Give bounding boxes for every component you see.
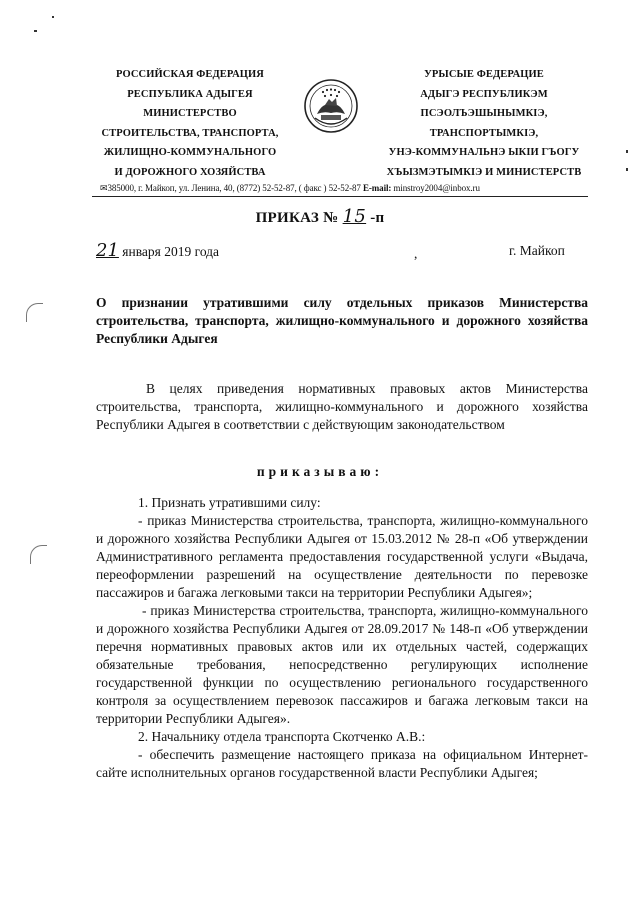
body-item-1: 1. Признать утратившими силу: (138, 495, 321, 510)
header-left-line: РОССИЙСКАЯ ФЕДЕРАЦИЯ (116, 69, 264, 80)
header-left-line: И ДОРОЖНОГО ХОЗЯЙСТВА (114, 166, 266, 178)
header-divider (92, 196, 588, 197)
order-preamble: В целях приведения нормативных правовых актов Министерства строительства, транспорта, жилищно-коммунального и дорожного хозяйства Республики Адыгея в соответствии с действующим законодательством (96, 381, 588, 432)
email-label: E-mail: (362, 183, 392, 193)
order-date-rest: января 2019 года (122, 244, 220, 259)
scan-speck (626, 150, 628, 153)
envelope-icon: ✉ (100, 183, 108, 193)
order-title-prefix: ПРИКАЗ № (255, 210, 339, 226)
order-number: 15 (342, 206, 367, 227)
order-verb: приказываю: (256, 464, 384, 479)
contact-text: 385000, г. Майкоп, ул. Ленина, 40, (8772) 52-52-87, ( факс ) 52-52-87 (107, 183, 361, 193)
order-date-day: 21 (96, 240, 119, 261)
scan-speck (52, 16, 54, 18)
scan-speck (626, 168, 628, 171)
order-body (96, 494, 588, 782)
header-right-line: УНЭ-КОММУНАЛЬНЭ ЫКIИ ГЪОГУ (388, 147, 580, 158)
coat-of-arms-icon (303, 78, 359, 134)
margin-mark (30, 545, 47, 564)
header-right-block (360, 65, 608, 182)
contact-line (100, 183, 600, 194)
header-left-block (70, 65, 310, 182)
body-item-1-a: - приказ Министерства строительства, транспорта, жилищно-коммунального и дорожного хозяйства Республики Адыгея от 15.03.2012 № 28-п «Об утверждении Административного регламента предоставления государственной услуги «Выдача, переоформлении разрешений на осуществление деятельности по перевозке пассажиров и багажа легковыми такси на территории Республики Адыгея»; (96, 513, 588, 600)
header-left-line: МИНИСТЕРСТВО (143, 108, 237, 119)
order-date (96, 240, 418, 261)
order-place: г. Майкоп (509, 243, 565, 258)
header-right-line: ТРАНСПОРТЫМКIЭ, (429, 127, 539, 139)
margin-mark (26, 303, 43, 322)
header-right-line: УРЫСЫЕ ФЕДЕРАЦИЕ (424, 69, 544, 80)
header-right-line: ХЪЫЗМЭТЫМКIЭ И МИНИСТЕРСТВ (386, 166, 582, 178)
body-item-2-a: - обеспечить размещение настоящего приказа на официальном Интернет-сайте исполнительных органов государственной власти Республики Адыгея; (96, 747, 588, 780)
scan-speck (34, 30, 37, 32)
order-subject: О признании утратившими силу отдельных приказов Министерства строительства, транспорта, жилищно-коммунального и дорожного хозяйства Республики Адыгея (96, 295, 588, 346)
header-right-line: ПСЭОЛЪЭШЫНЫМКIЭ, (420, 108, 548, 119)
order-title (0, 206, 640, 227)
header-left-line: ЖИЛИЩНО-КОММУНАЛЬНОГО (103, 147, 277, 158)
email-address: minstroy2004@inbox.ru (393, 183, 480, 193)
body-item-2: 2. Начальнику отдела транспорта Скотченко А.В.: (138, 729, 426, 744)
header-left-line: РЕСПУБЛИКА АДЫГЕЯ (127, 88, 253, 100)
body-item-1-b: - приказ Министерства строительства, транспорта, жилищно-коммунального и дорожного хозяйства Республики Адыгея от 28.09.2017 № 148-п «Об утверждении перечня нормативных правовых актов или их отдельных частей, содержащих обязательные требования, непосредственно регулирующих исполнение государственной функции по осуществлению регионального государственного контроля за осуществлением перевозок пассажиров и багажа легковым такси на территории Республики Адыгея». (96, 603, 588, 726)
header-right-line: АДЫГЭ РЕСПУБЛИКЭМ (420, 88, 548, 100)
date-separator: , (414, 246, 418, 261)
header-left-line: СТРОИТЕЛЬСТВА, ТРАНСПОРТА, (101, 127, 279, 139)
order-title-suffix: -п (370, 210, 385, 226)
